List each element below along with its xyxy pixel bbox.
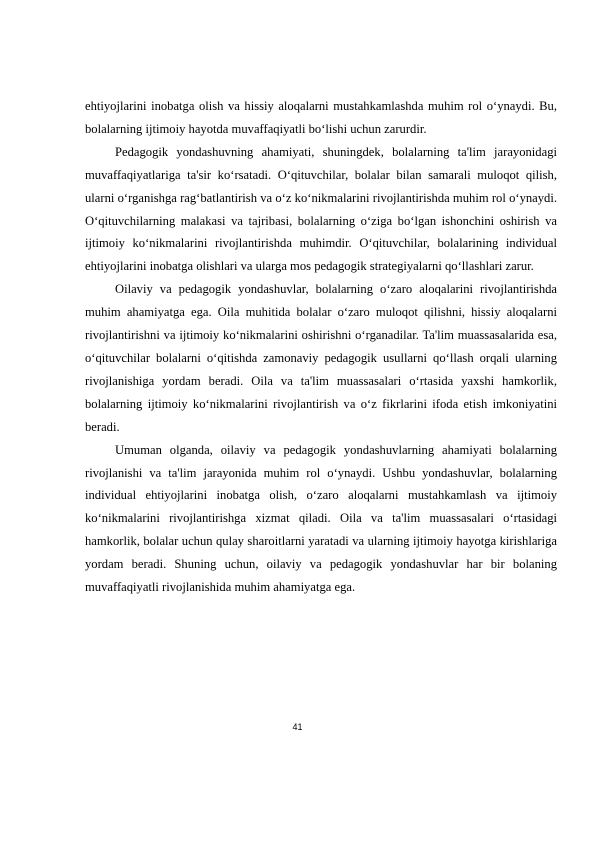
body-text [85, 95, 557, 599]
paragraph-family-and-pedagogy: Oilaviy va pedagogik yondashuvlar, bolalarning o‘zaro aloqalarini rivojlantirishda muhim ahamiyatga ega. Oila muhitida bolalar o‘zaro muloqot qilishni, hissiy aloqalarni rivojlantirishni va ijtimoiy ko‘nikmalarini oshirishni o‘rganadilar. Ta'lim muassasalarida esa, o‘qituvchilar bolalarni o‘qitishda zamonaviy pedagogik usullarni qo‘llash orqali ularning rivojlanishiga yordam beradi. Oila va ta'lim muassasalari o‘rtasida yaxshi hamkorlik, bolalarning ijtimoiy ko‘nikmalarini rivojlantirish va o‘z fikrlarini ifoda etish imkoniyatini beradi. [85, 282, 557, 434]
paragraph-continued: ehtiyojlarini inobatga olish va hissiy aloqalarni mustahkamlashda muhim rol o‘ynaydi. Bu, bolalarning ijtimoiy hayotda muvaffaqiyatli bo‘lishi uchun zarurdir. [85, 99, 557, 136]
page-number: 41 [292, 722, 303, 732]
paragraph-conclusion: Umuman olganda, oilaviy va pedagogik yondashuvlarning ahamiyati bolalarning rivojlanishi va ta'lim jarayonida muhim rol o‘ynaydi. Ushbu yondashuvlar, bolalarning individual ehtiyojlarini inobatga olish, o‘zaro aloqalarni mustahkamlash va ijtimoiy ko‘nikmalarini rivojlantirishga xizmat qiladi. Oila va ta'lim muassasalari o‘rtasidagi hamkorlik, bolalar uchun qulay sharoitlarni yaratadi va ularning ijtimoiy hayotga kirishlariga yordam beradi. Shuning uchun, oilaviy va pedagogik yondashuvlar har bir bolaning muvaffaqiyatli rivojlanishida muhim ahamiyatga ega. [85, 442, 557, 595]
paragraph-pedagogical-approach: Pedagogik yondashuvning ahamiyati, shuningdek, bolalarning ta'lim jarayonidagi muvaffaqiyatlariga ta'sir ko‘rsatadi. O‘qituvchilar, bolalar bilan samarali muloqot qilish, ularni o‘rganishga rag‘batlantirish va o‘z ko‘nikmalarini rivojlantirishda muhim rol o‘ynaydi. O‘qituvchilarning malakasi va tajribasi, bolalarning o‘ziga bo‘lgan ishonchini oshirish va ijtimoiy ko‘nikmalarini rivojlantirishda muhimdir. O‘qituvchilar, bolalarining individual ehtiyojlarini inobatga olishlari va ularga mos pedagogik strategiyalarni qo‘llashlari zarur. [85, 144, 557, 274]
